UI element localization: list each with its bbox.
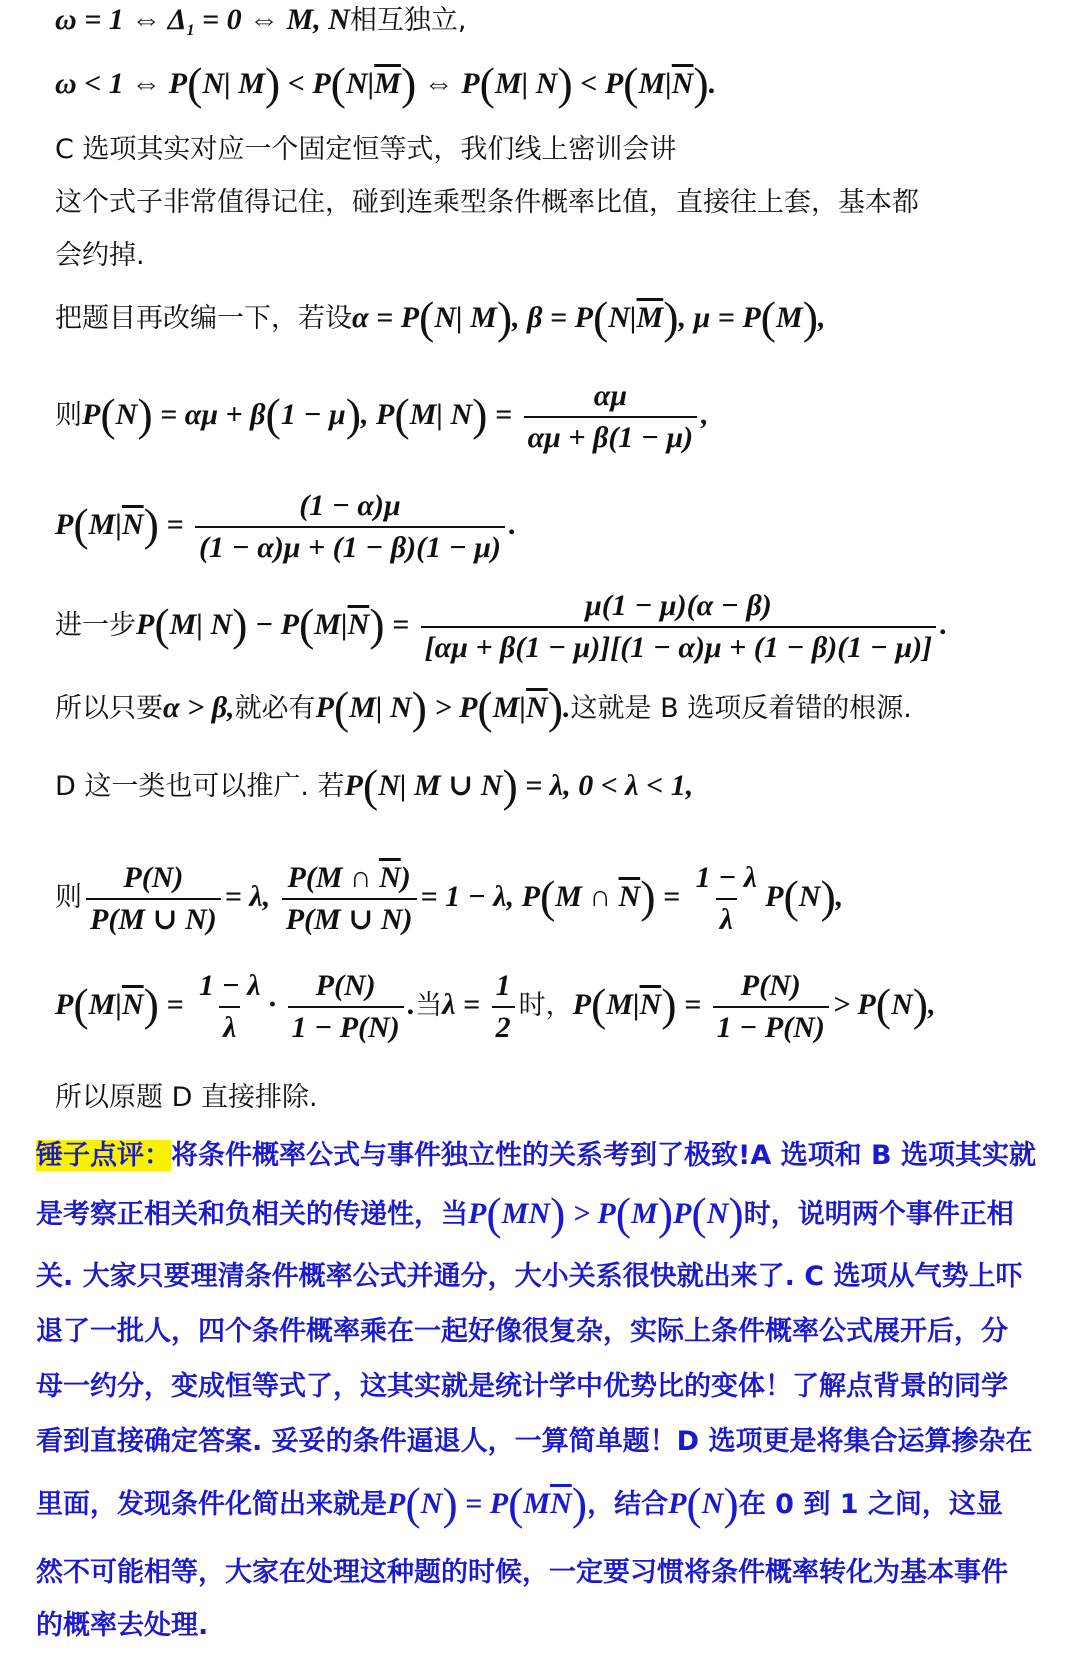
- formula-line-conclusion: 所以只要α > β,就必有P(M| $N) > P(M|\overline{N})$.这就是 B 选项反着错的根源.: [55, 682, 912, 733]
- text: 则: [55, 881, 82, 913]
- comment-line: 的概率去处理.: [36, 1610, 209, 1641]
- formula-line-lambda: 则 $\frac{P(N)}{P(M \cup N)}$ = λ, $\frac{P(M \cap \overline{N})}{P(M \cup N)}$ = 1 − λ, P(M ∩ $\overline{N}$) = $\frac{1 - \lambda}{\lambda}$ P(N),: [55, 861, 844, 936]
- text: 就必有: [234, 693, 316, 724]
- comment-line: 然不可能相等，大家在处理这种题的时候，一定要习惯将条件概率转化为基本事件: [36, 1557, 1008, 1588]
- text: 里面，发现条件化简出来就是: [36, 1489, 387, 1520]
- fraction: $\frac{P(N)}{P(M \cup N)}$: [86, 860, 221, 938]
- fraction: $\frac{P(N)}{1 - P(N)}$: [713, 968, 829, 1046]
- text: 将条件概率公式与事件独立性的关系考到了极致!A 选项和 B 选项其实就: [171, 1140, 1036, 1171]
- text: 相互独立,: [349, 5, 467, 36]
- comment-line: 看到直接确定答案. 妥妥的条件逼退人，一算简单题！D 选项更是将集合运算掺杂在: [36, 1426, 1033, 1457]
- formula-line-inequality: ω < 1 ⇔ P(N| $M) < P(N|\overline{M})$ ⇔ P(M| $N) < P(M|\overline{N})$.: [55, 58, 717, 109]
- text: 这就是 B 选项反着错的根源.: [570, 693, 912, 724]
- comment-label: 锤子点评：: [36, 1140, 171, 1171]
- formula-line-total-probability: 则P(N) = αμ + β(1 − μ), P(M| N) = $\frac{\alpha\mu}{\alpha\mu + \beta(1 - \mu)}$ ,: [55, 379, 709, 454]
- text: 时，说明两个事件正相: [743, 1199, 1014, 1230]
- paragraph-line: C 选项其实对应一个固定恒等式，我们线上密训会讲: [55, 134, 677, 165]
- formula-line-difference: 进一步P(M| $N) - P(M|\overline{N})$ = $\frac{\mu(1 - \mu)(\alpha - \beta)}{[\alpha\mu + \beta(1 - \mu)][(1 - \alpha)\mu + (1 - \beta)(1 - \mu)]}$ .: [55, 589, 948, 664]
- fraction: $\frac{P(N)}{1 - P(N)}$: [288, 968, 404, 1046]
- fraction: $\frac{\alpha\mu}{\alpha\mu + \beta(1 - \mu)}$: [524, 378, 698, 456]
- text: 把题目再改编一下，若设: [55, 303, 352, 334]
- fraction: $\frac{(1 - \alpha)\mu}{(1 - \alpha)\mu + (1 - \beta)(1 - \mu)}$: [195, 488, 505, 566]
- formula-line-definitions: 把题目再改编一下，若设α = P(N| M), $\beta = P(N|\overline{M})$, μ = P(M),: [55, 292, 826, 343]
- fraction: $\frac{P(M \cap \overline{N})}{P(M \cup N)}$: [282, 860, 417, 938]
- comment-line: 母一约分，变成恒等式了，这其实就是统计学中优势比的变体！了解点背景的同学: [36, 1371, 1008, 1402]
- text: ，结合: [587, 1489, 669, 1520]
- fraction: $\frac{1 - \lambda}{\lambda}$: [695, 861, 758, 936]
- fraction: $\frac{\mu(1 - \mu)(\alpha - \beta)}{[\alpha\mu + \beta(1 - \mu)][(1 - \alpha)\mu + (1 - \beta)(1 - \mu)]}$: [421, 588, 936, 666]
- comment-line: 里面，发现条件化简出来就是$P(N) = P(M\overline{N})$，结合P(N)在 0 到 1 之间，这显: [36, 1478, 1003, 1529]
- text: 在 0 到 1 之间，这显: [738, 1489, 1003, 1520]
- text: 进一步: [55, 609, 136, 641]
- comment-line: [36, 1138, 1056, 1174]
- text: 则: [55, 399, 82, 431]
- formula-line-bayes: $P(M|\overline{N})$ = $\frac{(1 - \alpha)\mu}{(1 - \alpha)\mu + (1 - \beta)(1 - \mu)}$ .: [55, 489, 517, 564]
- paragraph-line: 这个式子非常值得记住，碰到连乘型条件概率比值，直接往上套，基本都: [55, 187, 919, 218]
- text: D 这一类也可以推广. 若: [55, 771, 345, 802]
- fraction: $\frac{1 - \lambda}{\lambda}$: [199, 969, 261, 1044]
- formula-line-generalization: D 这一类也可以推广. 若P(N| M ∪ N) = λ, 0 < λ < 1,: [55, 760, 694, 811]
- formula-line-independence: ω = 1 ⇔ $\Delta_1 = 0$ ⇔ M, N相互独立,: [55, 3, 467, 39]
- paragraph-line: 会约掉.: [55, 240, 145, 271]
- text: 当: [415, 989, 443, 1021]
- comment-line: 是考察正相关和负相关的传递性，当P(MN) > P(M)P(N)时，说明两个事件正相: [36, 1188, 1014, 1239]
- fraction: $\frac{1}{2}$: [492, 968, 515, 1046]
- formula-line-half: $P(M|\overline{N})$ = $\frac{1 - \lambda}{\lambda}$ · $\frac{P(N)}{1 - P(N)}$ .当λ = $\frac{1}{2}$ 时，$P(M|\overline{N})$ = $\frac{P(N)}{1 - P(N)}$ > P(N),: [55, 969, 936, 1044]
- paragraph-line: 所以原题 D 直接排除.: [55, 1082, 318, 1113]
- comment-line: 关. 大家只要理清条件概率公式并通分，大小关系很快就出来了. C 选项从气势上吓: [36, 1261, 1023, 1292]
- text: 时，: [518, 989, 573, 1021]
- text: 所以只要: [55, 693, 163, 724]
- comment-line: 退了一批人，四个条件概率乘在一起好像很复杂，实际上条件概率公式展开后，分: [36, 1316, 1008, 1347]
- text: 是考察正相关和负相关的传递性，当: [36, 1199, 468, 1230]
